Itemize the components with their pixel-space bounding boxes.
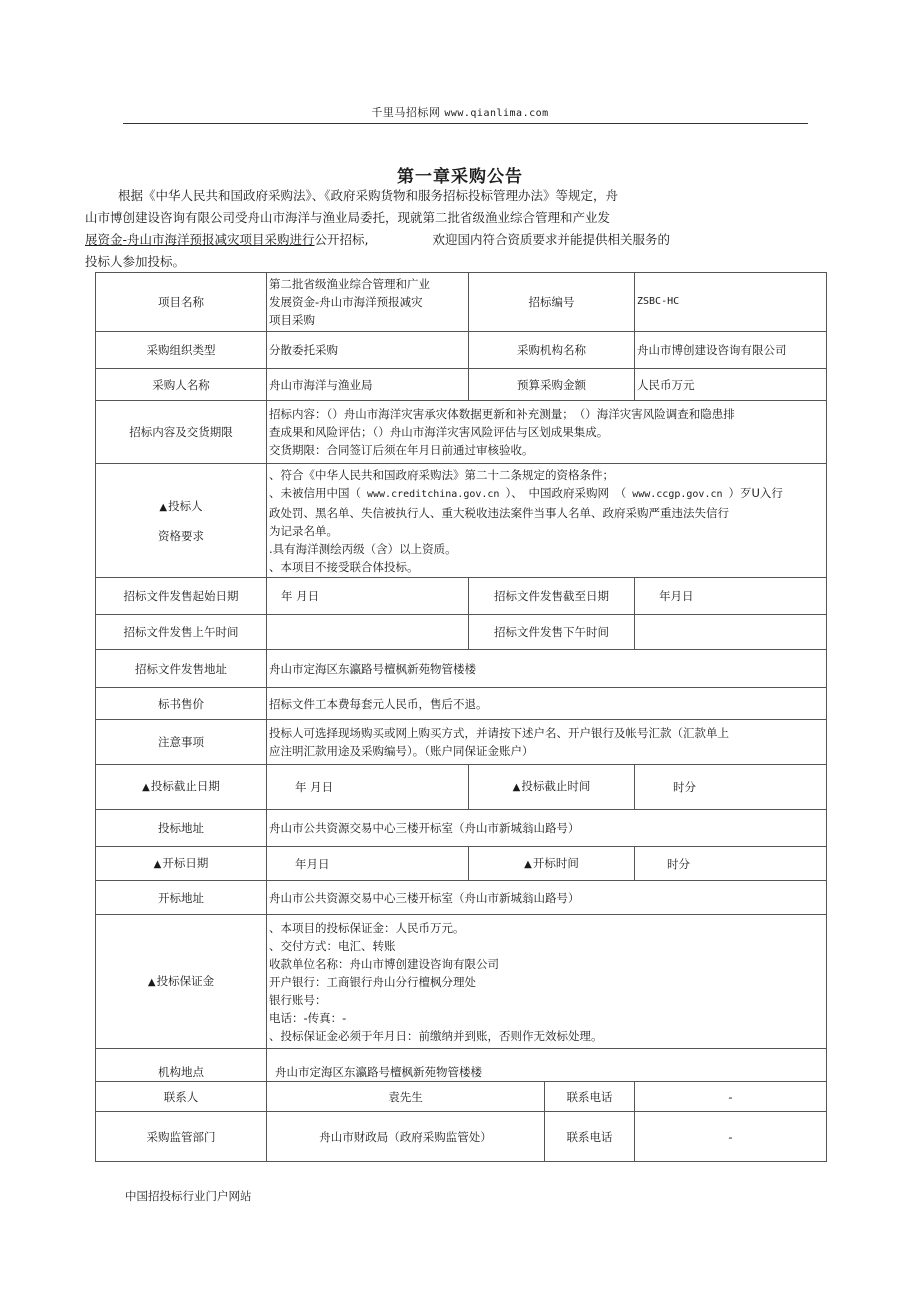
table-row	[96, 847, 827, 881]
page-title: 第一章采购公告	[397, 167, 523, 187]
deadline-date-label: ▲ 投标截止日期	[96, 765, 267, 810]
budget-value: 人民币万元	[635, 369, 827, 401]
intro-line-2: 山市博创建设咨询有限公司受舟山市海洋与渔业局委托，现就第二批省级渔业综合管理和产业发	[85, 210, 611, 225]
table-row	[96, 765, 827, 810]
table-row	[96, 332, 827, 369]
org-type-label: 采购组织类型	[96, 332, 267, 369]
open-time-label: ▲ 开标时间	[469, 847, 635, 881]
table-row	[96, 650, 827, 688]
open-addr-value: 舟山市公共资源交易中心三楼开标室（舟山市新城翁山路号）	[267, 881, 827, 915]
deadline-time-value: 时分	[635, 765, 827, 810]
purchaser-label: 采购人名称	[96, 369, 267, 401]
notes-label: 注意事项	[96, 720, 267, 765]
table-row	[96, 578, 827, 615]
bid-no-value: ZSBC-HC	[635, 273, 827, 332]
purchaser-value: 舟山市海洋与渔业局	[267, 369, 469, 401]
table-row	[96, 1112, 827, 1162]
bid-addr-value: 舟山市公共资源交易中心三楼开标室（舟山市新城翁山路号）	[267, 810, 827, 847]
triangle-icon	[148, 974, 157, 988]
table-row	[96, 1082, 827, 1112]
sale-end-value: 年月日	[635, 578, 827, 615]
sale-am-label: 招标文件发售上午时间	[96, 615, 267, 650]
table-row	[96, 615, 827, 650]
table-row	[96, 810, 827, 847]
office-value: 舟山市定海区东瀛路号檀枫新苑物管楼楼	[267, 1049, 827, 1082]
open-time-value: 时分	[635, 847, 827, 881]
triangle-icon	[142, 779, 151, 793]
triangle-icon	[524, 856, 533, 870]
procurement-info-table	[95, 272, 827, 1162]
sale-start-label: 招标文件发售起始日期	[96, 578, 267, 615]
table-row	[96, 720, 827, 765]
intro-method: 公开招标,	[314, 232, 369, 247]
deposit-label: ▲ 投标保证金	[96, 915, 267, 1049]
table-row	[96, 464, 827, 578]
content-value: 招标内容：（）舟山市海洋灾害承灾体数据更新和补充测量； （）海洋灾害风险调查和隐患排 查成果和风险评估；（）舟山市海洋灾害风险评估与区划成果集成。 交货期限：合同签订后须在年月日前通过审核验收。	[267, 401, 827, 464]
supervisor-phone-label: 联系电话	[545, 1112, 635, 1162]
intro-line-4: 投标人参加投标。	[85, 254, 186, 269]
page-footer: 中国招投标行业门户网站	[125, 1189, 252, 1203]
header-site-name: 千里马招标网	[371, 106, 441, 119]
table-row	[96, 915, 827, 1049]
office-label: 机构地点	[96, 1049, 267, 1082]
qualification-label: ▲ 投标人 资格要求	[96, 464, 267, 578]
budget-label: 预算采购金额	[469, 369, 635, 401]
intro-project-name: 展资金-舟山市海洋预报减灾项目采购进行	[85, 232, 315, 247]
intro-line-1: 根据《中华人民共和国政府采购法》、《政府采购货物和服务招标投标管理办法》等规定，舟	[118, 188, 619, 203]
notes-value: 投标人可选择现场购买或网上购买方式，并请按下述户名、开户银行及帐号汇款（汇款单上 应注明汇款用途及采购编号）。（账户同保证金账户）	[267, 720, 827, 765]
intro-welcome: 欢迎国内符合资质要求并能提供相关服务的	[432, 232, 671, 247]
contact-value: 袁先生	[267, 1082, 545, 1112]
table-row	[96, 273, 827, 332]
agency-label: 采购机构名称	[469, 332, 635, 369]
deadline-date-value: 年 月日	[267, 765, 469, 810]
sale-addr-label: 招标文件发售地址	[96, 650, 267, 688]
open-addr-label: 开标地址	[96, 881, 267, 915]
bid-no-label: 招标编号	[469, 273, 635, 332]
bid-addr-label: 投标地址	[96, 810, 267, 847]
contact-phone-value: -	[635, 1082, 827, 1112]
table-row	[96, 369, 827, 401]
project-name-label: 项目名称	[96, 273, 267, 332]
deadline-time-label: ▲ 投标截止时间	[469, 765, 635, 810]
creditchina-link[interactable]: www.creditchina.gov.cn	[367, 488, 500, 500]
open-date-label: ▲ 开标日期	[96, 847, 267, 881]
contact-label: 联系人	[96, 1082, 267, 1112]
header-divider	[123, 123, 808, 124]
header-site-url[interactable]: www.qianlima.com	[444, 108, 549, 119]
triangle-icon	[159, 499, 168, 513]
sale-end-label: 招标文件发售截至日期	[469, 578, 635, 615]
price-label: 标书售价	[96, 688, 267, 720]
project-name-value: 第二批省级渔业综合管理和广业 发展资金-舟山市海洋预报减灾 项目采购	[267, 273, 469, 332]
open-date-value: 年月日	[267, 847, 469, 881]
sale-pm-value	[635, 615, 827, 650]
sale-addr-value: 舟山市定海区东瀛路号檀枫新苑物管楼楼	[267, 650, 827, 688]
ccgp-link[interactable]: www.ccgp.gov.cn	[632, 488, 723, 500]
table-row	[96, 401, 827, 464]
table-row	[96, 881, 827, 915]
sale-am-value	[267, 615, 469, 650]
sale-start-value: 年 月日	[267, 578, 469, 615]
table-row	[96, 1049, 827, 1082]
table-row	[96, 688, 827, 720]
intro-line-3	[85, 229, 845, 251]
page-header	[0, 104, 920, 120]
sale-pm-label: 招标文件发售下午时间	[469, 615, 635, 650]
price-value: 招标文件工本费每套元人民币，售后不退。	[267, 688, 827, 720]
supervisor-phone-value: -	[635, 1112, 827, 1162]
supervisor-label: 采购监管部门	[96, 1112, 267, 1162]
qualification-value: 、符合《中华人民共和国政府采购法》第二十二条规定的资格条件； 、未被信用中国（ www.creditchina.gov.cn ）、 中国政府采购网 （ www.ccgp.gov.cn ）歹U入行 政处罚、黑名单、失信被执行人、重大税收违法案件当事人名单、政府采购严重违法失信行 为记录名单。 .具有海洋测绘丙级（含）以上资质。 、本项目不接受联合体投标。	[267, 464, 827, 578]
contact-phone-label: 联系电话	[545, 1082, 635, 1112]
content-label: 招标内容及交货期限	[96, 401, 267, 464]
agency-value: 舟山市博创建设咨询有限公司	[635, 332, 827, 369]
org-type-value: 分散委托采购	[267, 332, 469, 369]
deposit-value: 、本项目的投标保证金：人民币万元。 、交付方式：电汇、转账 收款单位名称：舟山市博创建设咨询有限公司 开户银行：工商银行舟山分行檀枫分理处 银行账号： 电话：-传真：- 、投标保证金必须于年月日：前缴纳并到账，否则作无效标处理。	[267, 915, 827, 1049]
supervisor-value: 舟山市财政局（政府采购监管处）	[267, 1112, 545, 1162]
